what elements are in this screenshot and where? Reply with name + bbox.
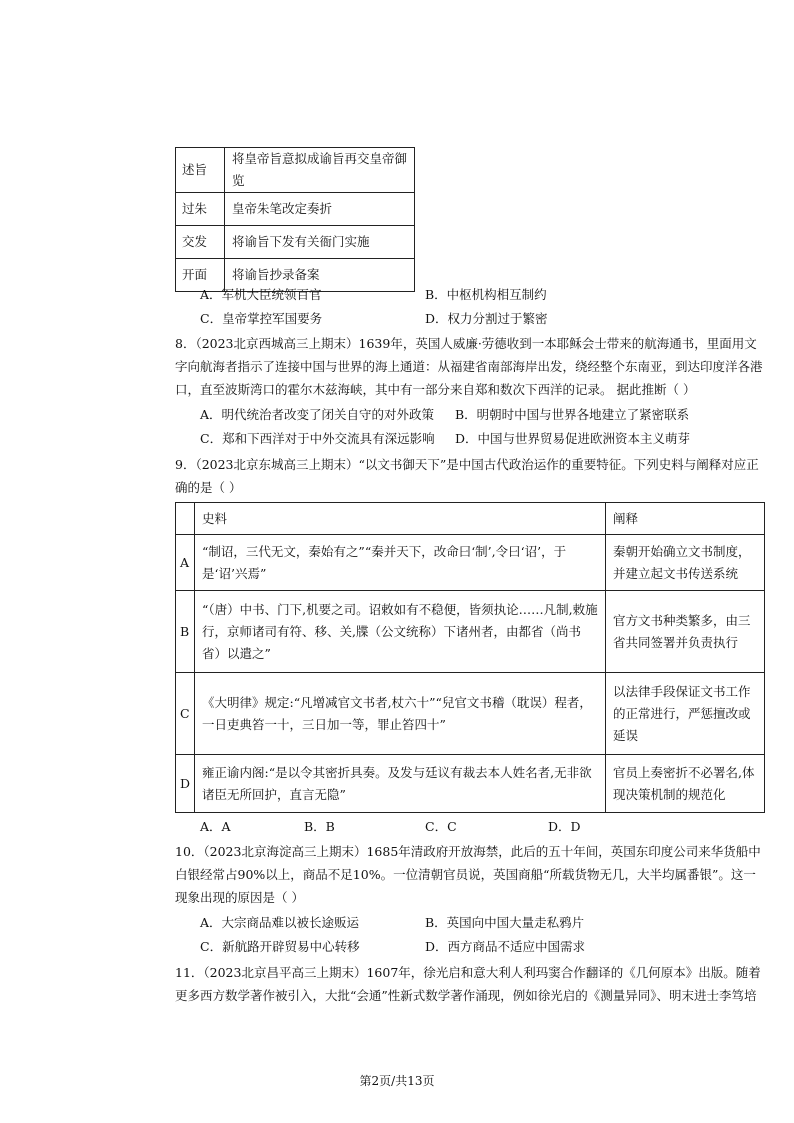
q10-option-c[interactable]: C．新航路开辟贸易中心转移: [200, 939, 360, 954]
row-interp: 以法律手段保证文书工作的正常进行，严惩擅改或延误: [606, 673, 765, 755]
q9-option-d[interactable]: D．D: [548, 819, 581, 834]
table-cell-key: 交发: [176, 226, 225, 259]
table-row: [176, 591, 765, 673]
table-cell-value: 将谕旨抄录备案: [225, 259, 415, 292]
table-header-source: 史料: [195, 503, 606, 535]
q9-option-c[interactable]: C．C: [425, 819, 457, 834]
institution-table: [175, 147, 415, 292]
table-cell-value: 皇帝朱笔改定奏折: [225, 193, 415, 226]
q9-option-a[interactable]: A．A: [200, 819, 231, 834]
row-interp: 秦朝开始确立文书制度，并建立起文书传送系统: [606, 535, 765, 591]
q8-option-b[interactable]: B．明朝时中国与世界各地建立了紧密联系: [455, 407, 690, 422]
table-cell-key: 开面: [176, 259, 225, 292]
row-label: C: [176, 673, 195, 755]
q8-stem: 8．（2023北京西城高三上期末）1639年，英国人威廉·劳德收到一本耶稣会士带来的航海通书，里面用文字向航海者指示了连接中国与世界的海上通道：从福建省南部海岸出发，绕经整个东南亚，到达印度洋各港口，直至波斯湾口的霍尔木兹海峡，其中有一部分来自郑和数次下西洋的记录。 据此推断（ ）: [175, 336, 763, 397]
row-source: 《大明律》规定:“凡增减官文书者,杖六十”“兒官文书稽（耽误）程者，一日吏典笞一十，三日加一等，罪止笞四十”: [195, 673, 606, 755]
table-cell-key: 述旨: [176, 148, 225, 193]
table-header-label: [176, 503, 195, 535]
row-source: “（唐）中书、门下,机要之司。诏敕如有不稳便，皆须执论……凡制,敕施行，京师诸司有符、移、关,牒（公文统称）下诸州者，由都省（尚书省）以遣之”: [195, 591, 606, 673]
page-footer: 第2页/共13页: [359, 1074, 435, 1088]
table-header-row: [176, 503, 765, 535]
table-row: [176, 755, 765, 813]
q7-option-b[interactable]: B．中枢机构相互制约: [425, 287, 547, 302]
table-row: [176, 673, 765, 755]
row-label: B: [176, 591, 195, 673]
q8-option-d[interactable]: D．中国与世界贸易促进欧洲资本主义萌芽: [455, 431, 691, 446]
q7-option-c[interactable]: C．皇帝掌控军国要务: [200, 311, 323, 326]
table-row: [176, 148, 415, 193]
table-cell-value: 将皇帝旨意拟成谕旨再交皇帝御览: [225, 148, 415, 193]
q9-option-b[interactable]: B．B: [304, 819, 335, 834]
table-row: [176, 226, 415, 259]
row-label: A: [176, 535, 195, 591]
table-row: [176, 535, 765, 591]
q9-stem: 9．（2023北京东城高三上期末）“以文书御天下”是中国古代政治运作的重要特征。下列史料与阐释对应正确的是（ ）: [175, 457, 759, 495]
table-cell-key: 过朱: [176, 193, 225, 226]
q9-table: [175, 502, 765, 813]
q10-option-a[interactable]: A．大宗商品难以被长途贩运: [200, 915, 360, 930]
row-source: “制诏，三代无文，秦始有之”“秦并天下，改命曰‘制’,令曰‘诏’，于是‘诏’兴焉”: [195, 535, 606, 591]
q11-stem: 11．（2023北京昌平高三上期末）1607年，徐光启和意大利人利玛窦合作翻译的《几何原本》出版。随着更多西方数学著作被引入，大批“会通”性新式数学著作涌现，例如徐光启的《测量异同》、明末进士李笃培: [175, 965, 761, 1003]
q7-option-d[interactable]: D．权力分割过于繁密: [425, 311, 548, 326]
q10-stem: 10．（2023北京海淀高三上期末）1685年清政府开放海禁，此后的五十年间，英国东印度公司来华货船中白银经常占90%以上，商品不足10%。一位清朝官员说，英国商船“所载货物无几，大半均属番银”。这一现象出现的原因是（ ）: [175, 844, 761, 905]
table-cell-value: 将谕旨下发有关衙门实施: [225, 226, 415, 259]
table-row: [176, 193, 415, 226]
q7-option-a[interactable]: A．军机大臣统领百官: [200, 287, 322, 302]
row-source: 雍正谕内阁:“是以令其密折具奏。及发与廷议有裁去本人姓名者,无非欲诸臣无所回护，直言无隐”: [195, 755, 606, 813]
row-interp: 官员上奏密折不必署名,体现决策机制的规范化: [606, 755, 765, 813]
q10-option-b[interactable]: B．英国向中国大量走私鸦片: [425, 915, 585, 930]
q8-option-c[interactable]: C．郑和下西洋对于中外交流具有深远影响: [200, 431, 435, 446]
table-header-interp: 阐释: [606, 503, 765, 535]
q10-option-d[interactable]: D．西方商品不适应中国需求: [425, 939, 586, 954]
q8-option-a[interactable]: A．明代统治者改变了闭关自守的对外政策: [200, 407, 435, 422]
row-label: D: [176, 755, 195, 813]
row-interp: 官方文书种类繁多，由三省共同签署并负责执行: [606, 591, 765, 673]
